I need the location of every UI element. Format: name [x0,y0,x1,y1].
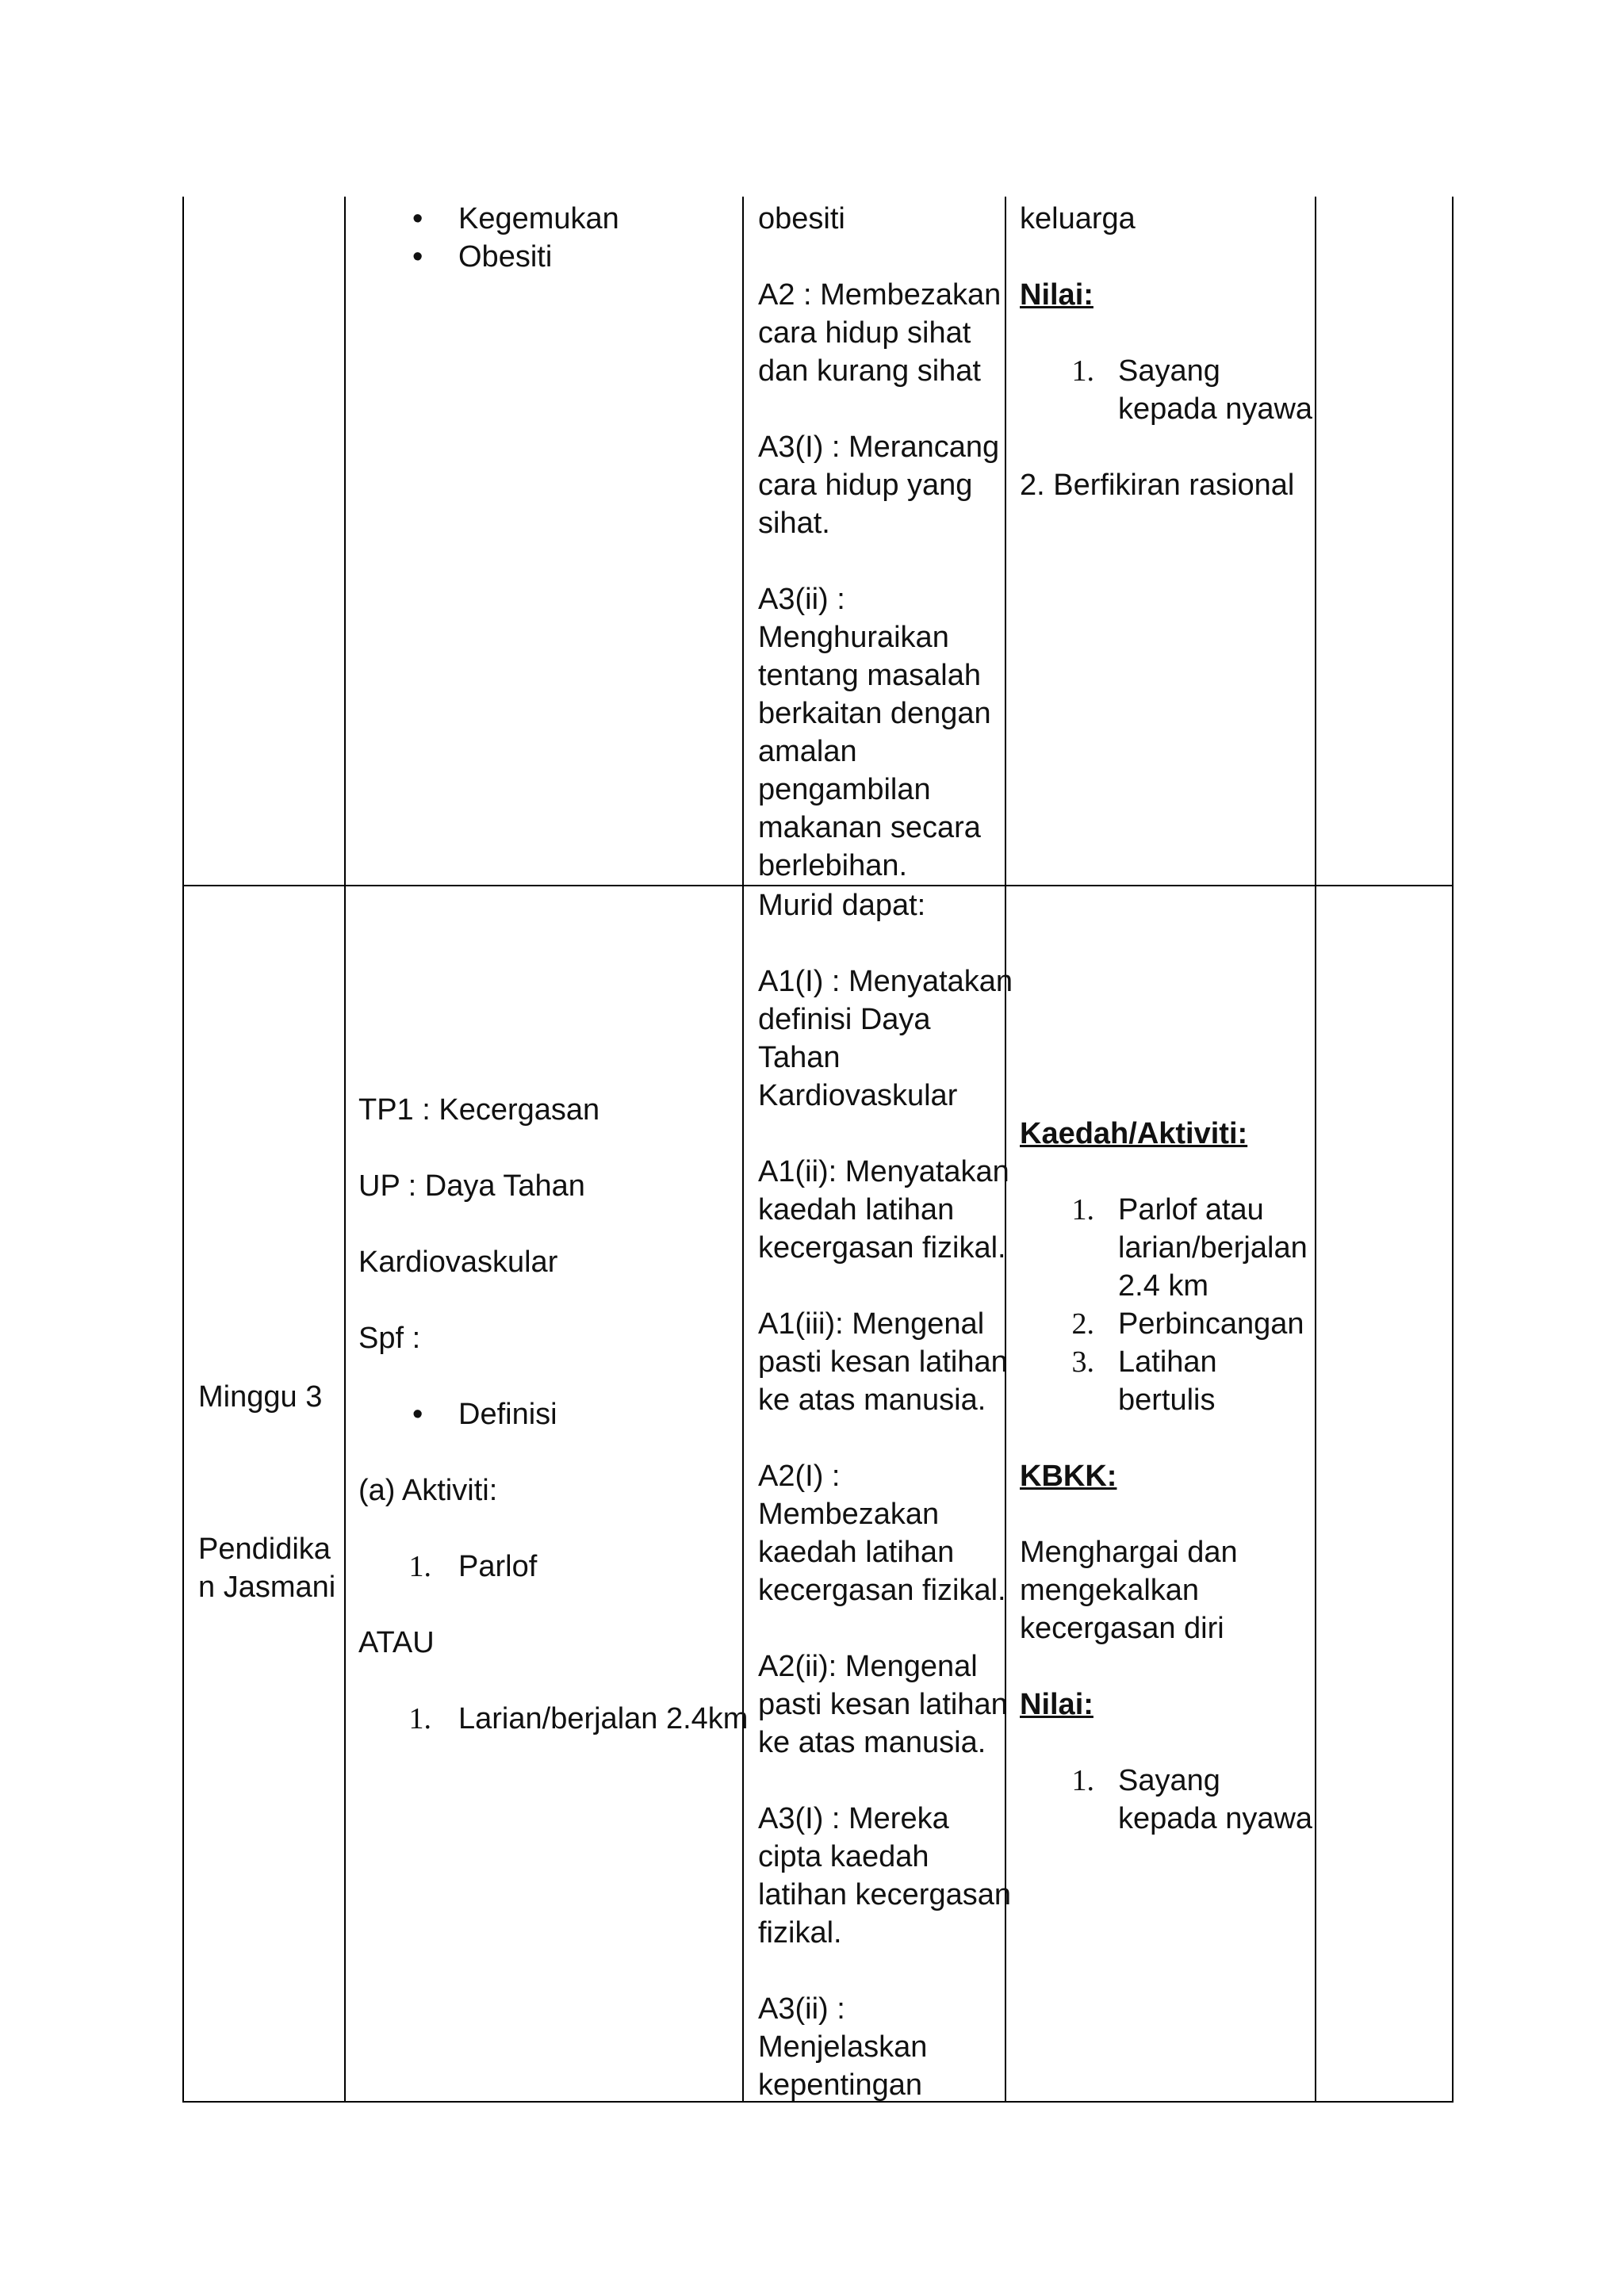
nilai-heading: Nilai: [1020,278,1094,312]
list-number: 3. [1071,1345,1094,1379]
kbkk-heading: KBKK: [1020,1460,1117,1493]
bullet-icon: • [412,202,423,235]
objective-a2ii: A2(ii): Mengenal pasti kesan latihan ke atas manusia. [758,1650,1008,1759]
atau-label: ATAU [358,1626,435,1659]
list-number: 1. [1071,354,1094,388]
kaedah-item-2: Perbincangan [1118,1307,1304,1341]
objective-a2: A2 : Membezakan cara hidup sihat dan kurang sihat [758,278,1002,388]
nilai-item: Sayang kepada nyawa [1118,354,1313,426]
table-col-divider-1 [344,197,346,2103]
nilai-item: Sayang kepada nyawa [1118,1764,1313,1835]
list-number: 1. [1071,1764,1094,1797]
table-border-left [182,197,184,2103]
table-border-right [1452,197,1454,2103]
week-label: Minggu 3 [198,1380,323,1414]
up-label: UP : Daya Tahan [358,1169,585,1203]
objective-text: obesiti [758,202,845,235]
aktiviti-alt-item: Larian/berjalan 2.4km [458,1702,749,1735]
list-number: 1. [408,1550,431,1583]
kbkk-text: Menghargai dan mengekalkan kecergasan diri [1020,1536,1238,1645]
objective-a1ii: A1(ii): Menyatakan kaedah latihan kecergasan fizikal. [758,1155,1009,1265]
objective-a1i: A1(I) : Menyatakan definisi Daya Tahan Kardiovaskular [758,965,1013,1112]
aktiviti-item: Parlof [458,1550,538,1583]
kaedah-heading: Kaedah/Aktiviti: [1020,1117,1248,1150]
bullet-icon: • [412,240,423,274]
aktiviti-label: (a) Aktiviti: [358,1474,498,1507]
objective-a2i: A2(I) : Membezakan kaedah latihan kecergasan fizikal. [758,1460,1006,1607]
nilai-item-2: 2. Berfikiran rasional [1020,469,1295,502]
list-number: 1. [1071,1193,1094,1226]
kaedah-item-3: Latihan bertulis [1118,1345,1217,1417]
activity-text: keluarga [1020,202,1136,235]
tp-label: TP1 : Kecergasan [358,1093,600,1127]
list-item: Obesiti [458,240,553,274]
spf-label: Spf : [358,1322,421,1355]
bullet-icon: • [412,1398,423,1431]
objective-a3ii: A3(ii) : Menjelaskan kepentingan [758,1992,928,2102]
list-number: 2. [1071,1307,1094,1341]
objective-a1iii: A1(iii): Mengenal pasti kesan latihan ke atas manusia. [758,1307,1008,1417]
list-item: Kegemukan [458,202,619,235]
table-col-divider-4 [1315,197,1316,2103]
objective-a3i: A3(I) : Mereka cipta kaedah latihan kecergasan fizikal. [758,1802,1011,1950]
list-number: 1. [408,1702,431,1735]
table-col-divider-2 [742,197,744,2103]
kaedah-item-1: Parlof atau larian/berjalan 2.4 km [1118,1193,1308,1303]
objective-a3ii: A3(ii) : Menghuraikan tentang masalah berkaitan dengan amalan pengambilan makanan secara berlebihan. [758,583,991,882]
spf-item: Definisi [458,1398,557,1431]
nilai-heading: Nilai: [1020,1688,1094,1721]
up-label-2: Kardiovaskular [358,1246,558,1279]
objective-intro: Murid dapat: [758,889,926,922]
objective-a3i: A3(I) : Merancang cara hidup yang sihat. [758,430,1000,540]
subject-label: Pendidika n Jasmani [198,1533,336,1604]
